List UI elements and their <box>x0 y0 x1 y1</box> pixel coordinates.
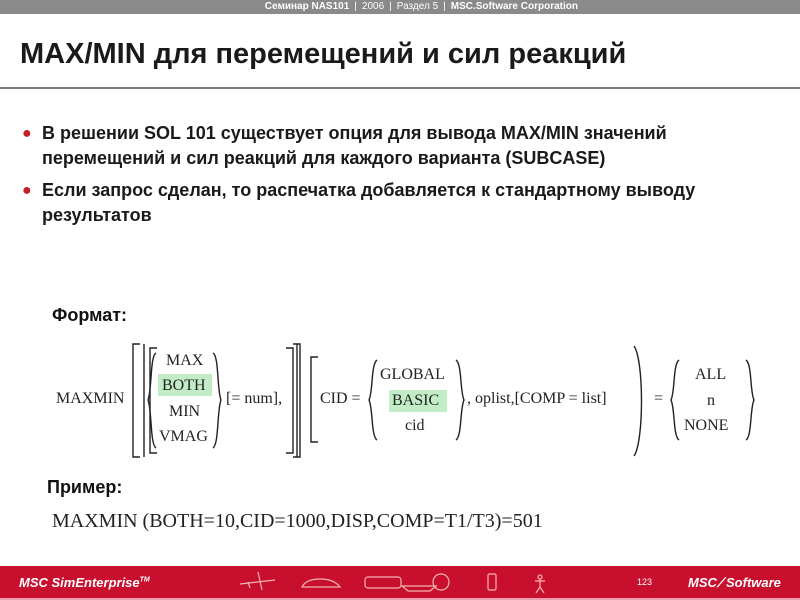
format-cid: CID = <box>320 390 361 407</box>
opt3-none: NONE <box>684 417 729 434</box>
msc-logo: MSC⟋Software <box>688 575 781 590</box>
header-section: Раздел 5 <box>396 1 439 12</box>
opt2-cid: cid <box>405 417 425 434</box>
bullet-icon: ● <box>22 125 32 142</box>
opt3-n: n <box>707 392 715 409</box>
slide-title: MAX/MIN для перемещений и сил реакций <box>20 38 627 70</box>
gear-icon <box>433 574 449 590</box>
opt3-all: ALL <box>695 366 727 383</box>
opt2-basic: BASIC <box>392 392 440 409</box>
example-label: Пример: <box>47 477 123 497</box>
bullet-icon: ● <box>22 182 32 199</box>
opt2-global: GLOBAL <box>380 366 445 383</box>
bullet-text: В решении SOL 101 существует опция для вывода MAX/MIN значений перемещений и сил реакций для каждого варианта (SUBCASE) <box>42 123 667 168</box>
footer-bar <box>0 566 800 600</box>
format-label: Формат: <box>52 305 128 325</box>
person-icon <box>535 575 545 593</box>
phone-icon <box>488 574 496 590</box>
example-text: MAXMIN (BOTH=10,CID=1000,DISP,COMP=T1/T3)=501 <box>52 510 543 532</box>
footer-brand: MSC SimEnterprise™ <box>19 575 150 590</box>
footer-industry-icons <box>0 566 800 600</box>
format-equals: = <box>654 390 664 407</box>
opt1-min: MIN <box>169 403 201 420</box>
format-oplist: , oplist,[COMP = list] <box>467 390 607 407</box>
airplane-icon <box>240 572 275 590</box>
header-text: Семинар NAS101 | 2006 | Раздел 5 | MSC.Software Corporation <box>264 1 578 12</box>
header-year: 2006 <box>361 1 385 12</box>
page-number: 123 <box>637 577 653 587</box>
format-num: [= num], <box>226 390 283 407</box>
opt1-vmag: VMAG <box>159 428 208 445</box>
ship-icon <box>402 586 436 591</box>
opt1-max: MAX <box>166 352 204 369</box>
header-company: MSC.Software Corporation <box>450 1 578 12</box>
header-seminar: Семинар NAS101 <box>264 1 350 12</box>
car-icon <box>302 579 340 587</box>
bullet-text: Если запрос сделан, то распечатка добавляется к стандартному выводу результатов <box>42 180 696 225</box>
train-icon <box>365 577 401 588</box>
format-keyword: MAXMIN <box>56 390 125 407</box>
opt1-both: BOTH <box>162 377 206 394</box>
